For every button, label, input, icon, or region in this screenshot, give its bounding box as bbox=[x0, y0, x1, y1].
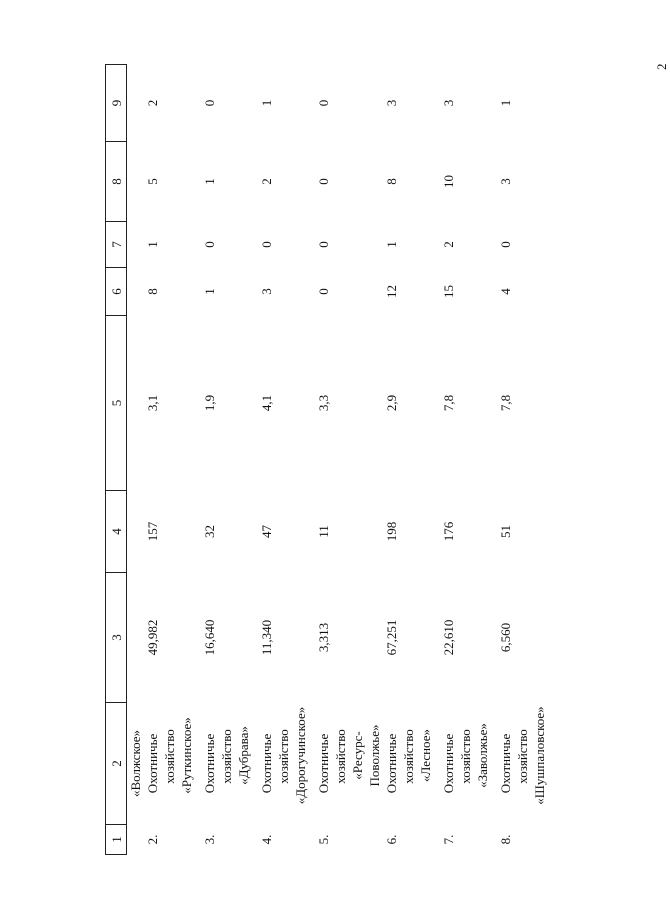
table-row bbox=[440, 65, 497, 855]
hunting-ground-name bbox=[440, 703, 497, 825]
table-cell-c5: 2,9 bbox=[384, 394, 399, 412]
table-cell-c3: 67,251 bbox=[384, 619, 399, 656]
name-line: Охотничье bbox=[316, 733, 331, 794]
table-cell bbox=[127, 573, 145, 703]
table-cell-c5: 3,1 bbox=[145, 394, 160, 412]
table-cell-c5: 4,1 bbox=[259, 394, 274, 412]
hunting-ground-name bbox=[315, 703, 383, 825]
name-line: Поволжье» bbox=[367, 724, 382, 787]
hunting-grounds-table bbox=[105, 64, 554, 855]
name-line: «Ресурс- bbox=[350, 731, 365, 780]
table-cell-c9: 2 bbox=[145, 99, 160, 107]
table-cell-c4: 176 bbox=[441, 521, 456, 542]
table-cell bbox=[127, 491, 145, 573]
table-cell-c7: 2 bbox=[441, 241, 456, 248]
row-number: 5. bbox=[316, 834, 331, 845]
row-number: 4. bbox=[259, 834, 274, 845]
table-cell-c7: 0 bbox=[498, 241, 513, 248]
header-col-3: 3 bbox=[106, 573, 127, 703]
table-cell-c9: 0 bbox=[202, 99, 217, 107]
continuation-name-cell bbox=[127, 703, 145, 825]
rotated-table-container bbox=[105, 65, 627, 855]
header-col-9: 9 bbox=[106, 65, 127, 142]
table-cell-c8: 8 bbox=[384, 178, 399, 185]
table-cell-c5: 7,8 bbox=[498, 394, 513, 412]
header-col-1: 1 bbox=[106, 825, 127, 855]
name-line: Охотничье bbox=[441, 733, 456, 794]
table-cell-c8: 2 bbox=[259, 178, 274, 185]
name-line: хозяйство bbox=[162, 729, 177, 784]
table-cell-c6: 12 bbox=[384, 285, 399, 298]
table-cell bbox=[127, 222, 145, 268]
table-cell-c7: 0 bbox=[316, 241, 331, 248]
table-cell-c4: 51 bbox=[498, 525, 513, 538]
name-line: хозяйство bbox=[401, 729, 416, 784]
header-col-8: 8 bbox=[106, 142, 127, 222]
name-line: «Дорогучинское» bbox=[293, 706, 308, 805]
row-number: 3. bbox=[202, 834, 217, 845]
table-body bbox=[127, 65, 555, 855]
table-cell-c7: 0 bbox=[202, 241, 217, 248]
row-number: 2. bbox=[145, 834, 160, 845]
header-col-5: 5 bbox=[106, 316, 127, 491]
table-cell-c3: 3,313 bbox=[316, 622, 331, 653]
hunting-ground-name bbox=[201, 703, 258, 825]
name-line: Охотничье bbox=[384, 733, 399, 794]
header-col-2: 2 bbox=[106, 703, 127, 825]
table-cell-c6: 4 bbox=[498, 288, 513, 295]
table-cell-c6: 15 bbox=[441, 285, 456, 298]
name-line: Охотничье bbox=[145, 733, 160, 794]
table-cell-c3: 16,640 bbox=[202, 619, 217, 656]
name-line: Охотничье bbox=[202, 733, 217, 794]
table-row bbox=[497, 65, 554, 855]
table-cell bbox=[127, 142, 145, 222]
page-number: 2 bbox=[654, 63, 669, 70]
table-cell-c8: 1 bbox=[202, 178, 217, 185]
table-cell-c8: 3 bbox=[498, 178, 513, 185]
hunting-ground-name bbox=[383, 703, 440, 825]
name-line: хозяйство bbox=[219, 729, 234, 784]
row-number: 6. bbox=[384, 834, 399, 845]
name-line: хозяйство bbox=[333, 729, 348, 784]
name-line: «Шушпаловское» bbox=[532, 706, 547, 805]
name-line: хозяйство bbox=[458, 729, 473, 784]
table-cell-c4: 11 bbox=[316, 525, 331, 538]
hunting-ground-name bbox=[144, 703, 201, 825]
table-cell-c6: 1 bbox=[202, 288, 217, 295]
table-cell-c7: 1 bbox=[384, 241, 399, 248]
table-cell-c9: 0 bbox=[316, 99, 331, 107]
table-cell-c6: 0 bbox=[316, 288, 331, 295]
table-cell bbox=[127, 316, 145, 491]
continuation-name: «Волжское» bbox=[128, 729, 143, 798]
table-cell-c8: 5 bbox=[145, 178, 160, 185]
table-cell-c9: 1 bbox=[259, 99, 274, 107]
header-col-6: 6 bbox=[106, 268, 127, 316]
row-number: 8. bbox=[498, 834, 513, 845]
table-cell-c5: 7,8 bbox=[441, 394, 456, 412]
name-line: «Дубрава» bbox=[236, 726, 251, 785]
table-cell-c8: 10 bbox=[441, 175, 456, 188]
name-line: Охотничье bbox=[259, 733, 274, 794]
name-line: Охотничье bbox=[498, 733, 513, 794]
hunting-ground-name bbox=[497, 703, 554, 825]
table-cell-c4: 198 bbox=[384, 521, 399, 542]
table-cell bbox=[127, 825, 145, 855]
name-line: «Руткинское» bbox=[179, 717, 194, 794]
name-line: хозяйство bbox=[276, 729, 291, 784]
name-line: «Заволжье» bbox=[475, 723, 490, 788]
hunting-ground-name bbox=[258, 703, 315, 825]
table-row bbox=[144, 65, 201, 855]
table-cell-c6: 3 bbox=[259, 288, 274, 295]
table-header-row bbox=[106, 65, 127, 855]
table-cell-c5: 3,3 bbox=[316, 394, 331, 412]
name-line: хозяйство bbox=[515, 729, 530, 784]
table-cell-c3: 22,610 bbox=[441, 619, 456, 656]
table-cell-c8: 0 bbox=[316, 178, 331, 185]
table-cell-c3: 49,982 bbox=[145, 619, 160, 656]
table-row bbox=[258, 65, 315, 855]
table-cell-c4: 157 bbox=[145, 521, 160, 542]
header-col-4: 4 bbox=[106, 491, 127, 573]
table-row bbox=[383, 65, 440, 855]
table-row-continuation bbox=[127, 65, 145, 855]
name-line: «Лесное» bbox=[418, 729, 433, 782]
table-cell-c3: 6,560 bbox=[498, 622, 513, 653]
table-row bbox=[315, 65, 383, 855]
table-cell-c3: 11,340 bbox=[259, 619, 274, 656]
table-cell-c9: 3 bbox=[441, 99, 456, 107]
table-cell-c6: 8 bbox=[145, 288, 160, 295]
table-cell bbox=[127, 268, 145, 316]
table-row bbox=[201, 65, 258, 855]
table-cell bbox=[127, 65, 145, 142]
table-cell-c4: 47 bbox=[259, 525, 274, 538]
table-cell-c9: 1 bbox=[498, 99, 513, 107]
table-cell-c5: 1,9 bbox=[202, 394, 217, 412]
row-number: 7. bbox=[441, 834, 456, 845]
table-cell-c7: 1 bbox=[145, 241, 160, 248]
table-cell-c9: 3 bbox=[384, 99, 399, 107]
table-cell-c7: 0 bbox=[259, 241, 274, 248]
header-col-7: 7 bbox=[106, 222, 127, 268]
table-cell-c4: 32 bbox=[202, 525, 217, 538]
